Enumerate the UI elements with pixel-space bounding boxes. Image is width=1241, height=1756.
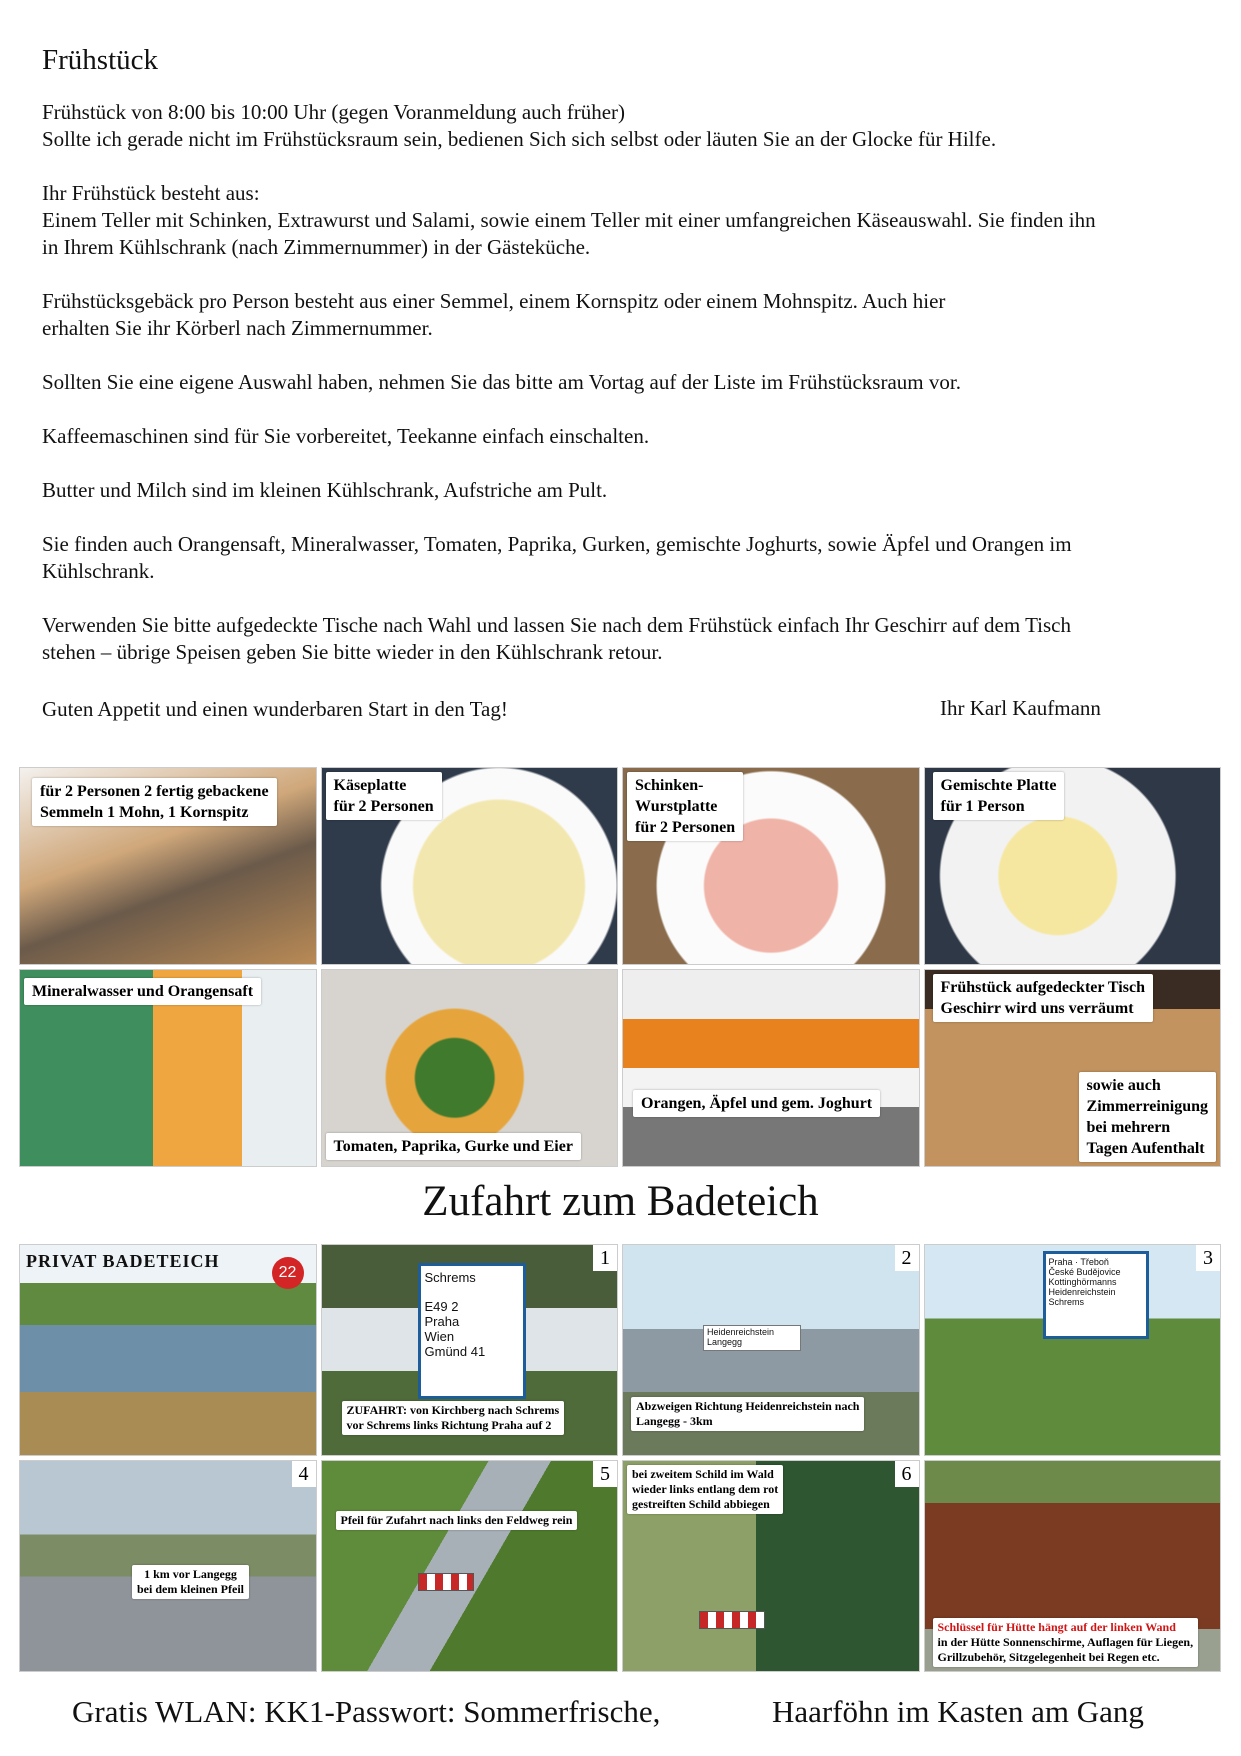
photo-route-5 — [321, 1460, 619, 1672]
photo-caption: Pfeil für Zufahrt nach links den Feldweg rein — [336, 1511, 578, 1530]
photo-vegetables — [321, 969, 619, 1167]
photo-cheese-platter — [321, 767, 619, 965]
red-arrow-sign-icon — [418, 1573, 474, 1591]
lake-label: PRIVAT BADETEICH — [26, 1251, 220, 1271]
red-arrow-sign-icon — [699, 1611, 765, 1629]
paragraph-closing: Guten Appetit und einen wunderbaren Start in den Tag! — [42, 697, 508, 721]
paragraph-own-selection: Sollten Sie eine eigene Auswahl haben, nehmen Sie das bitte am Vortag auf der Liste im Frühstücksraum vor. — [42, 370, 961, 394]
photo-hut — [924, 1460, 1222, 1672]
breakfast-photo-grid — [19, 767, 1221, 1167]
footer-hairdryer: Haarföhn im Kasten am Gang — [772, 1694, 1144, 1729]
photo-caption: für 2 Personen 2 fertig gebackene Semmeln 1 Mohn, 1 Kornspitz — [32, 778, 277, 826]
photo-caption: bei zweitem Schild im Wald wieder links entlang dem rot gestreiften Schild abbiegen — [627, 1465, 783, 1514]
road-sign: Schrems E49 2 Praha Wien Gmünd 41 — [418, 1263, 526, 1399]
photo-caption: Käseplatte für 2 Personen — [326, 772, 442, 820]
photo-route-6 — [622, 1460, 920, 1672]
photo-route-2 — [622, 1244, 920, 1456]
photo-lake — [19, 1244, 317, 1456]
paragraph-fridge-items: Sie finden auch Orangensaft, Mineralwasser, Tomaten, Paprika, Gurken, gemischte Joghurts, sowie Äpfel und Orangen im Kühlschrank. — [42, 532, 1072, 583]
photo-mixed-platter — [924, 767, 1222, 965]
photo-number: 4 — [292, 1461, 316, 1487]
photo-number: 5 — [593, 1461, 617, 1487]
paragraph-breakfast-contents: Ihr Frühstück besteht aus: Einem Teller mit Schinken, Extrawurst und Salami, sowie einem Teller mit einer umfangreichen Käseauswahl. Sie finden ihn in Ihrem Kühlschrank (nach Zimmernummer) in der Gästeküche. — [42, 181, 1096, 259]
paragraph-butter-milk: Butter und Milch sind im kleinen Kühlschrank, Aufstriche am Pult. — [42, 478, 608, 502]
photo-caption: Schlüssel für Hütte hängt auf der linken Wand in der Hütte Sonnenschirme, Auflagen für Liegen, Grillzubehör, Sitzgelegenheit bei Regen etc. — [933, 1618, 1199, 1667]
road-sign: Heidenreichstein Langegg — [703, 1325, 801, 1351]
photo-number: 1 — [593, 1245, 617, 1271]
photo-set-table — [924, 969, 1222, 1167]
photo-number: 3 — [1196, 1245, 1220, 1271]
page-title: Frühstück — [42, 44, 158, 76]
photo-caption: 1 km vor Langegg bei dem kleinen Pfeil — [132, 1565, 249, 1599]
photo-caption: Frühstück aufgedeckter Tisch Geschirr wird uns verräumt — [933, 974, 1153, 1022]
paragraph-tables: Verwenden Sie bitte aufgedeckte Tische nach Wahl und lassen Sie nach dem Frühstück einfach Ihr Geschirr auf dem Tisch stehen – übrige Speisen geben Sie bitte wieder in den Kühlschrank retour. — [42, 613, 1071, 664]
photo-route-4 — [19, 1460, 317, 1672]
road-sign: Praha · Třeboň České Budějovice Kottinghörmanns Heidenreichstein Schrems — [1043, 1251, 1149, 1339]
paragraph-hours: Frühstück von 8:00 bis 10:00 Uhr (gegen Voranmeldung auch früher) Sollte ich gerade nicht im Frühstücksraum sein, bedienen Sich sich selbst oder läuten Sie an der Glocke für Hilfe. — [42, 100, 997, 151]
photo-number: 6 — [895, 1461, 919, 1487]
paragraph-coffee: Kaffeemaschinen sind für Sie vorbereitet, Teekanne einfach einschalten. — [42, 424, 650, 448]
number-badge: 22 — [272, 1257, 304, 1289]
section-title: Zufahrt zum Badeteich — [422, 1178, 819, 1225]
photo-caption: Schinken- Wurstplatte für 2 Personen — [627, 772, 743, 841]
photo-caption: Orangen, Äpfel und gem. Joghurt — [633, 1090, 880, 1117]
photo-ham-platter — [622, 767, 920, 965]
photo-caption: Abzweigen Richtung Heidenreichstein nach Langegg - 3km — [631, 1397, 864, 1431]
photo-route-3 — [924, 1244, 1222, 1456]
photo-water-juice — [19, 969, 317, 1167]
paragraph-pastry: Frühstücksgebäck pro Person besteht aus einer Semmel, einem Kornspitz oder einem Mohnspitz. Auch hier erhalten Sie ihr Körberl nach Zimmernummer. — [42, 289, 946, 340]
photo-bread — [19, 767, 317, 965]
photo-caption: Gemischte Platte für 1 Person — [933, 772, 1065, 820]
photo-number: 2 — [895, 1245, 919, 1271]
route-photo-grid — [19, 1244, 1221, 1672]
photo-caption: Tomaten, Paprika, Gurke und Eier — [326, 1133, 581, 1160]
photo-fruit-yoghurt — [622, 969, 920, 1167]
signature: Ihr Karl Kaufmann — [940, 696, 1101, 720]
photo-caption: ZUFAHRT: von Kirchberg nach Schrems vor Schrems links Richtung Praha auf 2 — [342, 1401, 565, 1435]
photo-caption: Mineralwasser und Orangensaft — [24, 978, 261, 1005]
photo-route-1 — [321, 1244, 619, 1456]
photo-caption-secondary: sowie auch Zimmerreinigung bei mehrern Tagen Aufenthalt — [1079, 1072, 1216, 1162]
footer-wlan: Gratis WLAN: KK1-Passwort: Sommerfrische, — [72, 1694, 661, 1729]
